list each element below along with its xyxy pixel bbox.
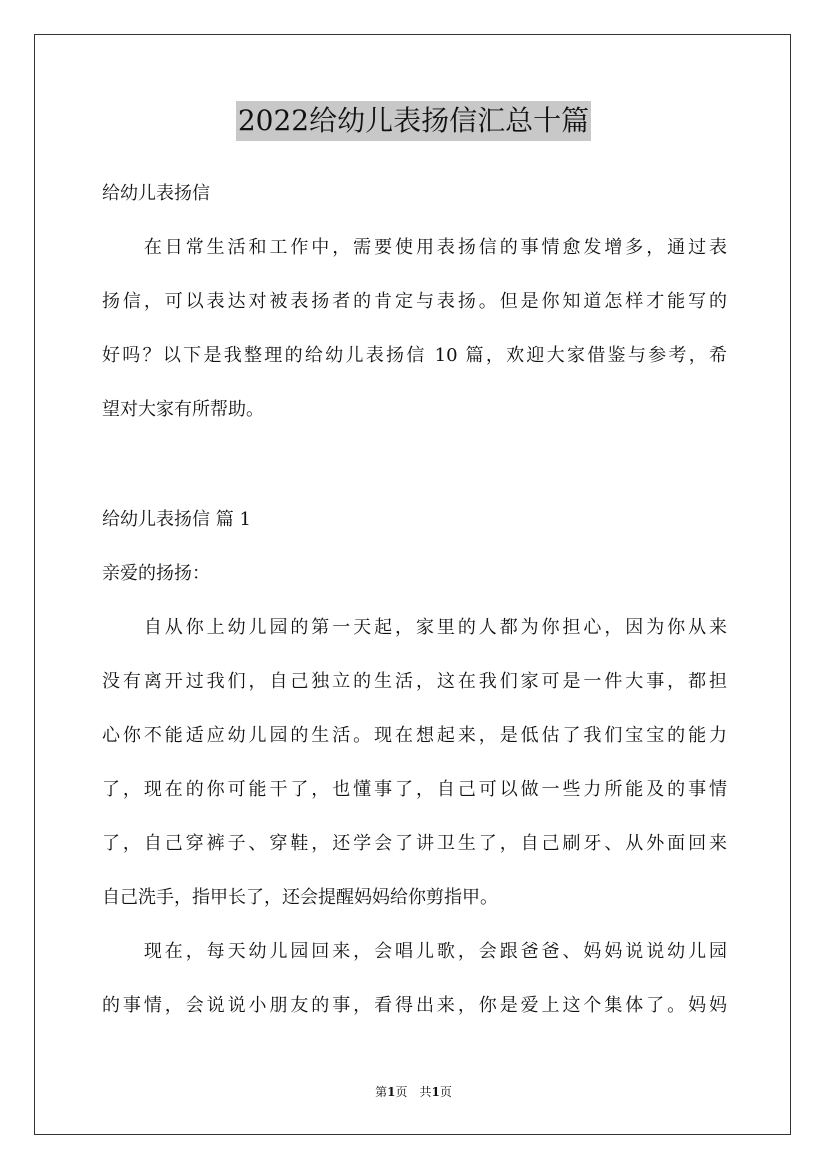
body-line: 现在，每天幼儿园回来，会唱儿歌，会跟爸爸、妈妈说说幼儿园 [102, 941, 727, 962]
footer-prefix: 第 [375, 1085, 388, 1099]
intro-line: 好吗？以下是我整理的给幼儿表扬信 10 篇，欢迎大家借鉴与参考，希 [102, 345, 727, 366]
footer-total-pages: 1 [431, 1085, 440, 1099]
intro-line: 望对大家有所帮助。 [102, 399, 264, 420]
page-footer [0, 1084, 827, 1100]
section-heading: 给幼儿表扬信 [102, 183, 210, 204]
body-line: 的事情，会说说小朋友的事，看得出来，你是爱上这个集体了。妈妈 [102, 995, 727, 1016]
body-line: 自己洗手，指甲长了，还会提醒妈妈给你剪指甲。 [102, 887, 498, 908]
body-line: 没有离开过我们，自己独立的生活，这在我们家可是一件大事，都担 [102, 671, 727, 692]
body-line: 自从你上幼儿园的第一天起，家里的人都为你担心，因为你从来 [102, 617, 727, 638]
letter-heading: 给幼儿表扬信 篇 1 [102, 509, 251, 530]
intro-line: 在日常生活和工作中，需要使用表扬信的事情愈发增多，通过表 [102, 237, 727, 258]
salutation: 亲爱的扬扬： [102, 563, 210, 584]
body-line: 了，自己穿裤子、穿鞋，还学会了讲卫生了，自己刷牙、从外面回来 [102, 833, 727, 854]
footer-mid: 页 共 [395, 1085, 432, 1099]
body-line: 了，现在的你可能干了，也懂事了，自己可以做一些力所能及的事情 [102, 779, 727, 800]
title-container [0, 101, 827, 141]
footer-suffix: 页 [439, 1085, 452, 1099]
body-line: 心你不能适应幼儿园的生活。现在想起来，是低估了我们宝宝的能力 [102, 725, 727, 746]
footer-page-number: 1 [387, 1085, 396, 1099]
document-title: 2022给幼儿表扬信汇总十篇 [236, 101, 591, 141]
intro-line: 扬信，可以表达对被表扬者的肯定与表扬。但是你知道怎样才能写的 [102, 291, 727, 312]
